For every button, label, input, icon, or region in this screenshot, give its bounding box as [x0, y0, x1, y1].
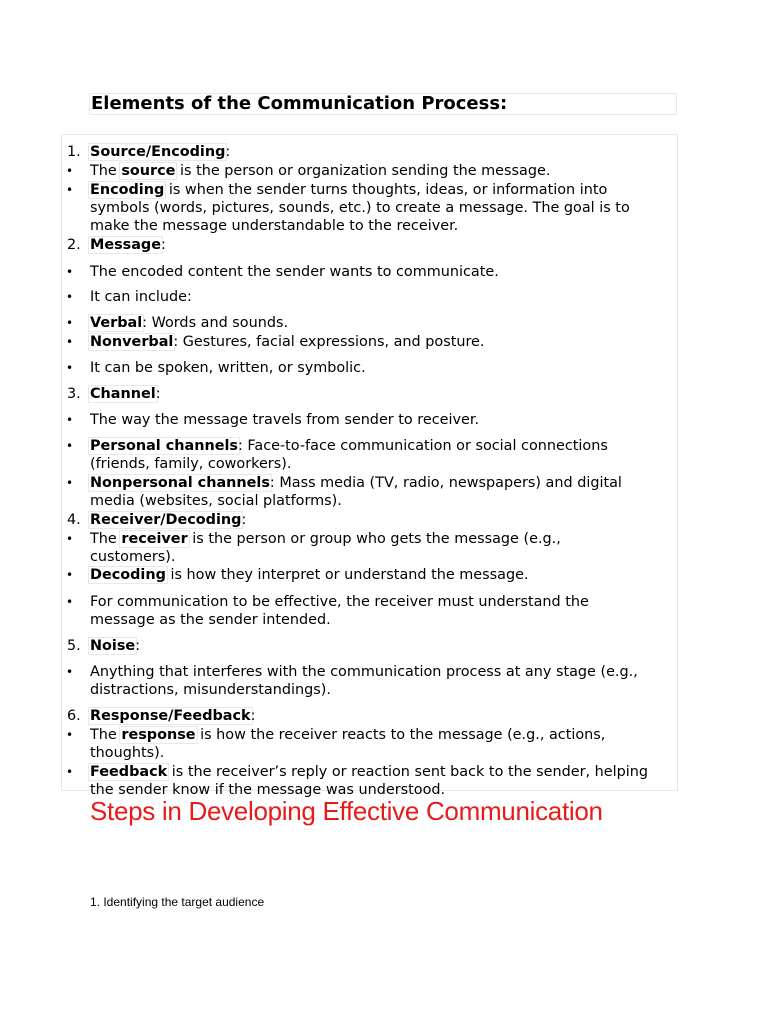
bullet-text: The way the message travels from sender to receiver. [90, 412, 480, 428]
bullet-icon: • [66, 532, 74, 546]
bullet-text-continued: media (websites, social platforms). [90, 493, 342, 509]
section-title-keyword: Source/Encoding [90, 144, 226, 160]
bullet-icon: • [66, 361, 74, 375]
bullet-keyword: source [121, 163, 176, 179]
bullet-text-continued: make the message understandable to the receiver. [90, 218, 459, 234]
bullet-text: Encoding is when the sender turns thoughts, ideas, or information into [90, 182, 608, 198]
section-title: Message: [90, 237, 166, 253]
bullet-text: Nonverbal: Gestures, facial expressions, and posture. [90, 334, 485, 350]
section-number: 5. [67, 638, 81, 654]
bullet-text: The response is how the receiver reacts to the message (e.g., actions, [90, 727, 606, 743]
section-title: Receiver/Decoding: [90, 512, 247, 528]
bullet-keyword: receiver [121, 531, 188, 547]
bullet-text-continued: thoughts). [90, 745, 165, 761]
section-title: Channel: [90, 386, 161, 402]
bullet-text: The source is the person or organization sending the message. [90, 163, 551, 179]
bullet-icon: • [66, 765, 74, 779]
bullet-icon: • [66, 728, 74, 742]
section-title-keyword: Message [90, 237, 161, 253]
section-number: 1. [67, 144, 81, 160]
section-number: 4. [67, 512, 81, 528]
bullet-text: Feedback is the receiver’s reply or reaction sent back to the sender, helping [90, 764, 649, 780]
bullet-text: The receiver is the person or group who gets the message (e.g., [90, 531, 561, 547]
bullet-keyword: Verbal [90, 315, 143, 331]
bullet-keyword: Encoding [90, 182, 165, 198]
bullet-text: It can include: [90, 289, 192, 305]
bullet-keyword: Nonverbal [90, 334, 174, 350]
heading-box [89, 93, 677, 115]
bullet-text-continued: symbols (words, pictures, sounds, etc.) to create a message. The goal is to [90, 200, 630, 216]
section-title: Source/Encoding: [90, 144, 231, 160]
bullet-icon: • [66, 164, 74, 178]
step-item-1: 1. Identifying the target audience [90, 895, 265, 909]
bullet-text: The encoded content the sender wants to communicate. [90, 264, 499, 280]
bullet-text-continued: distractions, misunderstandings). [90, 682, 331, 698]
page-heading: Elements of the Communication Process: [91, 93, 508, 114]
steps-title: Steps in Developing Effective Communication [90, 796, 603, 826]
bullet-text: Anything that interferes with the communication process at any stage (e.g., [90, 664, 638, 680]
bullet-text-continued: the sender know if the message was understood. [90, 782, 446, 798]
bullet-text: For communication to be effective, the receiver must understand the [90, 594, 589, 610]
section-title-keyword: Noise [90, 638, 136, 654]
section-title: Noise: [90, 638, 141, 654]
bullet-icon: • [66, 335, 74, 349]
bullet-icon: • [66, 265, 74, 279]
bullet-keyword: Feedback [90, 764, 168, 780]
bullet-text-continued: message as the sender intended. [90, 612, 331, 628]
bullet-icon: • [66, 290, 74, 304]
bullet-icon: • [66, 476, 74, 490]
bullet-keyword: Personal channels [90, 438, 238, 454]
bullet-text: Verbal: Words and sounds. [90, 315, 289, 331]
section-title-keyword: Channel [90, 386, 156, 402]
bullet-icon: • [66, 439, 74, 453]
bullet-text-continued: (friends, family, coworkers). [90, 456, 292, 472]
bullet-text: Decoding is how they interpret or understand the message. [90, 567, 529, 583]
bullet-icon: • [66, 413, 74, 427]
bullet-text: It can be spoken, written, or symbolic. [90, 360, 366, 376]
section-title-keyword: Response/Feedback [90, 708, 251, 724]
bullet-keyword: Decoding [90, 567, 166, 583]
bullet-text: Nonpersonal channels: Mass media (TV, radio, newspapers) and digital [90, 475, 622, 491]
section-number: 6. [67, 708, 81, 724]
bullet-keyword: Nonpersonal channels [90, 475, 270, 491]
bullet-icon: • [66, 316, 74, 330]
bullet-text-continued: customers). [90, 549, 176, 565]
bullet-text: Personal channels: Face-to-face communication or social connections [90, 438, 608, 454]
bullet-icon: • [66, 183, 74, 197]
bullet-icon: • [66, 568, 74, 582]
section-number: 2. [67, 237, 81, 253]
section-number: 3. [67, 386, 81, 402]
bullet-icon: • [66, 595, 74, 609]
bullet-keyword: response [121, 727, 196, 743]
section-title-keyword: Receiver/Decoding [90, 512, 242, 528]
section-title: Response/Feedback: [90, 708, 256, 724]
bullet-icon: • [66, 665, 74, 679]
